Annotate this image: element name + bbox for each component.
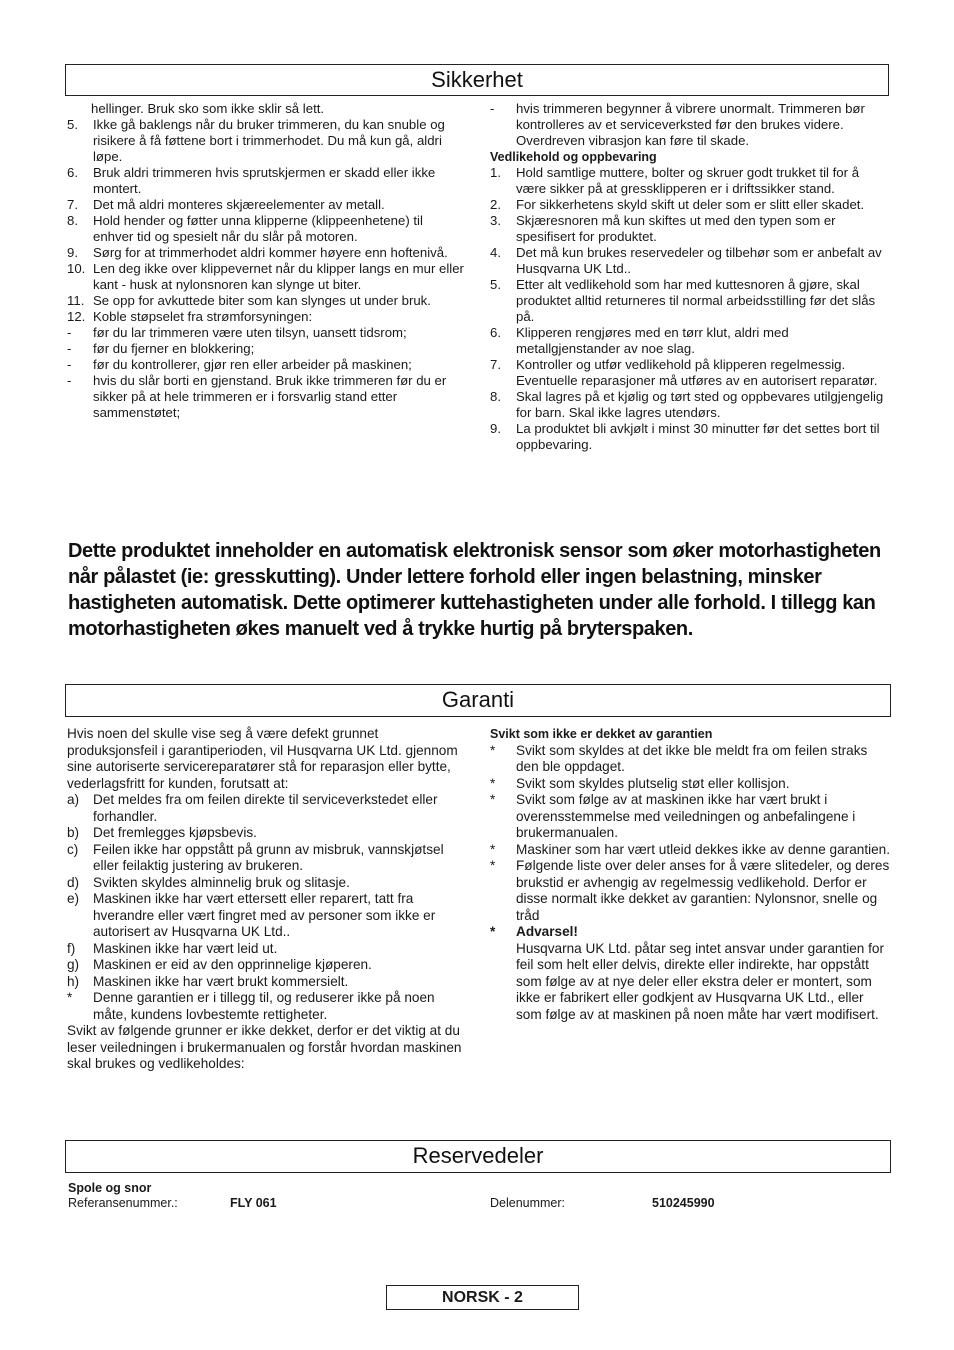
list-item xyxy=(67,341,465,357)
list-marker: 5. xyxy=(67,117,78,132)
list-text: hvis du slår borti en gjenstand. Bruk ikke trimmeren før du er sikker på at hele trimmeren er i forsvarlig stand etter sammenstøtet; xyxy=(93,373,447,420)
list-text: Maskinen ikke har vært leid ut. xyxy=(93,940,278,956)
list-marker: 7. xyxy=(67,197,78,212)
sikkerhet-left-list xyxy=(67,117,465,421)
garanti-title-box xyxy=(65,684,891,717)
not-covered-list xyxy=(490,743,890,925)
list-item xyxy=(490,277,890,325)
vedlikehold-heading: Vedlikehold og oppbevaring xyxy=(490,150,657,164)
list-item xyxy=(490,325,890,357)
list-text: Det må kun brukes reservedeler og tilbehør som er anbefalt av Husqvarna UK Ltd.. xyxy=(516,245,882,276)
list-item xyxy=(490,245,890,277)
list-text: før du kontrollerer, gjør ren eller arbeider på maskinen; xyxy=(93,357,412,372)
page-footer-box xyxy=(386,1285,579,1310)
list-marker: 10. xyxy=(67,261,86,276)
list-text: Se opp for avkuttede biter som kan slynges ut under bruk. xyxy=(93,293,431,308)
list-marker: g) xyxy=(67,957,80,972)
reference-value: FLY 061 xyxy=(230,1196,277,1210)
reference-label: Referansenummer.: xyxy=(68,1196,178,1210)
vedlikehold-list xyxy=(490,165,890,453)
list-text: Len deg ikke over klippevernet når du klipper langs en mur eller kant - husk at nylonsnoren kan slynge ut biter. xyxy=(93,261,464,292)
list-text: Klipperen rengjøres med en tørr klut, aldri med metallgjenstander av noe slag. xyxy=(516,325,789,356)
list-item xyxy=(67,941,467,958)
list-item xyxy=(67,165,465,197)
list-item xyxy=(67,842,467,875)
list-text: Det må aldri monteres skjæreelementer av metall. xyxy=(93,197,385,212)
list-text: før du fjerner en blokkering; xyxy=(93,341,255,356)
list-item xyxy=(490,842,890,859)
warning-item xyxy=(490,924,890,1023)
list-text: Feilen ikke har oppstått på grunn av misbruk, vannskjøtsel eller feilaktig justering av brukeren. xyxy=(93,841,444,873)
list-item xyxy=(67,825,467,842)
list-text: Skal lagres på et kjølig og tørt sted og oppbevares utilgjengelig for barn. Skal ikke lagres utendørs. xyxy=(516,389,884,420)
list-item xyxy=(67,357,465,373)
list-marker: * xyxy=(490,742,496,758)
list-marker: 8. xyxy=(490,389,501,404)
list-text: før du lar trimmeren være uten tilsyn, uansett tidsrom; xyxy=(93,325,407,340)
sikkerhet-title-box xyxy=(65,64,889,96)
list-marker: - xyxy=(67,357,72,372)
sikkerhet-right-column xyxy=(490,101,890,453)
list-text: Bruk aldri trimmeren hvis sprutskjermen er skadd eller ikke montert. xyxy=(93,165,436,196)
list-item xyxy=(67,197,465,213)
list-text: Denne garantien er i tillegg til, og reduserer ikke på noen måte, kundens lovbestemte rettigheter. xyxy=(93,990,435,1022)
reservedeler-title: Reservedeler xyxy=(412,1143,544,1168)
list-marker: f) xyxy=(67,940,76,956)
list-marker: - xyxy=(67,341,72,356)
warning-label: Advarsel! xyxy=(516,924,578,939)
list-item xyxy=(67,213,465,245)
list-text: La produktet bli avkjølt i minst 30 minutter før det settes bort til oppbevaring. xyxy=(516,421,880,452)
list-item xyxy=(67,957,467,974)
list-text: Maskinen ikke har vært ettersett eller reparert, tatt fra hverandre eller vært fingret med av personer som ikke er autorisert av Husqvarna UK Ltd.. xyxy=(93,891,436,939)
list-item xyxy=(490,421,890,453)
list-marker: * xyxy=(67,990,73,1005)
list-item xyxy=(67,117,465,165)
list-item xyxy=(490,165,890,197)
list-item xyxy=(490,743,890,776)
list-text: hvis trimmeren begynner å vibrere unormalt. Trimmeren bør kontrolleres av et serviceverksted før den brukes videre. Overdreven vibrasjon kan føre til skade. xyxy=(516,101,865,148)
list-marker: - xyxy=(67,325,72,340)
list-text: Hold hender og føtter unna klipperne (klippeenhetene) til enhver tid og spesielt når du slår på motoren. xyxy=(93,213,423,244)
list-text: Skjæresnoren må kun skiftes ut med den typen som er spesifisert for produktet. xyxy=(516,213,836,244)
list-marker: * xyxy=(490,858,496,873)
list-text: Det meldes fra om feilen direkte til serviceverkstedet eller forhandler. xyxy=(93,792,438,824)
garanti-right-column xyxy=(490,726,890,1023)
sikkerhet-left-column xyxy=(67,101,465,421)
list-item xyxy=(67,245,465,261)
list-marker: b) xyxy=(67,825,80,840)
list-item xyxy=(67,293,465,309)
list-text: Hold samtlige muttere, bolter og skruer godt trukket til for å være sikker på at gressklipperen er i driftssikker stand. xyxy=(516,165,860,196)
sikkerhet-left-lead: hellinger. Bruk sko som ikke sklir så lett. xyxy=(91,101,325,116)
list-item xyxy=(67,373,465,421)
list-marker: 5. xyxy=(490,277,501,292)
list-marker: * xyxy=(490,841,496,857)
list-item xyxy=(67,891,467,941)
list-marker: 2. xyxy=(490,197,501,212)
warning-text: Husqvarna UK Ltd. påtar seg intet ansvar under garantien for feil som helt eller delvis, direkte eller indirekte, har oppstått som følge av at nye deler eller ekstra deler er montert, som ikke er fabrikert eller godkjent av Husqvarna UK Ltd., eller som følge av at maskinen på noen måte har vært modifisert. xyxy=(516,940,885,1022)
list-text: Svikt som skyldes plutselig støt eller kollisjon. xyxy=(516,775,790,791)
spare-part-heading: Spole og snor xyxy=(68,1181,152,1195)
garanti-intro: Hvis noen del skulle vise seg å være defekt grunnet produksjonsfeil i garantiperioden, vil Husqvarna UK Ltd. gjennom sine autoriserte servicereparatører stå for reparasjon eller bytte, vederlagsfritt for kunden, forutsatt at: xyxy=(67,726,458,791)
list-marker: 8. xyxy=(67,213,78,228)
list-text: Koble støpselet fra strømforsyningen: xyxy=(93,309,313,324)
garanti-conditions-list xyxy=(67,792,467,1023)
list-marker: 12. xyxy=(67,309,86,324)
list-text: Etter alt vedlikehold som har med kuttesnoren å gjøre, skal produktet alltid returneres til normal arbeidsstilling før det slås på. xyxy=(516,277,876,324)
list-item xyxy=(490,792,890,842)
page-footer-label: NORSK - 2 xyxy=(442,1289,523,1306)
sikkerhet-title: Sikkerhet xyxy=(431,67,523,92)
list-item xyxy=(67,875,467,892)
list-text: Maskinen er eid av den opprinnelige kjøperen. xyxy=(93,957,372,972)
list-marker: * xyxy=(490,924,496,939)
list-marker: a) xyxy=(67,792,80,807)
list-text: Maskiner som har vært utleid dekkes ikke av denne garantien. xyxy=(516,841,891,857)
list-marker: e) xyxy=(67,891,80,906)
list-marker: 9. xyxy=(67,245,78,260)
sikkerhet-right-lead xyxy=(490,101,890,149)
list-item xyxy=(67,325,465,341)
warning-block xyxy=(516,924,890,1023)
list-text: Svikt som skyldes at det ikke ble meldt fra om feilen straks den ble oppdaget. xyxy=(516,742,868,774)
sensor-intro-paragraph: Dette produktet inneholder en automatisk elektronisk sensor som øker motorhastigheten når pålastet (ie: gresskutting). Under lettere forhold eller ingen belastning, minsker hastigheten automatisk. Dette optimerer kuttehastigheten under alle forhold. I tillegg kan motorhastigheten økes manuelt ved å trykke hurtig på bryterspaken. xyxy=(68,540,881,640)
list-text: Svikten skyldes alminnelig bruk og slitasje. xyxy=(93,874,350,890)
list-marker: * xyxy=(490,792,496,807)
list-item xyxy=(67,261,465,293)
list-item xyxy=(67,309,465,325)
list-marker: 4. xyxy=(490,245,501,260)
list-marker: 11. xyxy=(67,293,85,308)
list-item xyxy=(490,213,890,245)
list-marker: - xyxy=(67,373,72,388)
list-text: Følgende liste over deler anses for å være slitedeler, og deres brukstid er avhengig av regelmessig vedlikehold. Derfor er disse normalt ikke dekket av garantien: Nylonsnor, snelle og tråd xyxy=(516,858,890,923)
list-item xyxy=(490,389,890,421)
list-marker: 7. xyxy=(490,357,501,372)
list-marker: h) xyxy=(67,973,80,989)
list-text: Ikke gå baklengs når du bruker trimmeren, du kan snuble og risikere å få føttene bort i trimmerhodet. Du må kun gå, aldri løpe. xyxy=(93,117,445,164)
not-covered-heading: Svikt som ikke er dekket av garantien xyxy=(490,727,713,741)
list-marker: d) xyxy=(67,874,80,890)
list-marker: - xyxy=(490,101,495,116)
list-item xyxy=(67,792,467,825)
garanti-outro: Svikt av følgende grunner er ikke dekket, derfor er det viktig at du leser veiledningen i brukermanualen og forstår hvordan maskinen skal brukes og vedlikeholdes: xyxy=(67,1023,462,1071)
list-text: Kontroller og utfør vedlikehold på klipperen regelmessig. Eventuelle reparasjoner må utføres av en autorisert reparatør. xyxy=(516,357,878,388)
list-text: Det fremlegges kjøpsbevis. xyxy=(93,825,257,840)
list-marker: c) xyxy=(67,841,79,857)
list-marker: 3. xyxy=(490,213,501,228)
garanti-title: Garanti xyxy=(441,687,515,712)
list-item xyxy=(67,990,467,1023)
list-item xyxy=(490,776,890,793)
part-number-label: Delenummer: xyxy=(490,1196,566,1210)
list-marker: 6. xyxy=(67,165,78,180)
list-item xyxy=(490,858,890,924)
garanti-left-column xyxy=(67,726,467,1073)
reservedeler-title-box xyxy=(65,1140,891,1173)
list-text: Sørg for at trimmerhodet aldri kommer høyere enn hoftenivå. xyxy=(93,245,448,260)
list-marker: 6. xyxy=(490,325,501,340)
list-item xyxy=(490,357,890,389)
list-marker: 9. xyxy=(490,421,501,436)
list-text: Svikt som følge av at maskinen ikke har vært brukt i overensstemmelse med veiledningen og anbefalingene i brukermanualen. xyxy=(516,792,856,840)
list-text: Maskinen ikke har vært brukt kommersielt. xyxy=(93,973,349,989)
list-text: For sikkerhetens skyld skift ut deler som er slitt eller skadet. xyxy=(516,197,865,212)
list-item xyxy=(67,974,467,991)
list-marker: 1. xyxy=(490,165,501,180)
list-item xyxy=(490,197,890,213)
list-marker: * xyxy=(490,775,496,791)
part-number-value: 510245990 xyxy=(652,1196,715,1210)
